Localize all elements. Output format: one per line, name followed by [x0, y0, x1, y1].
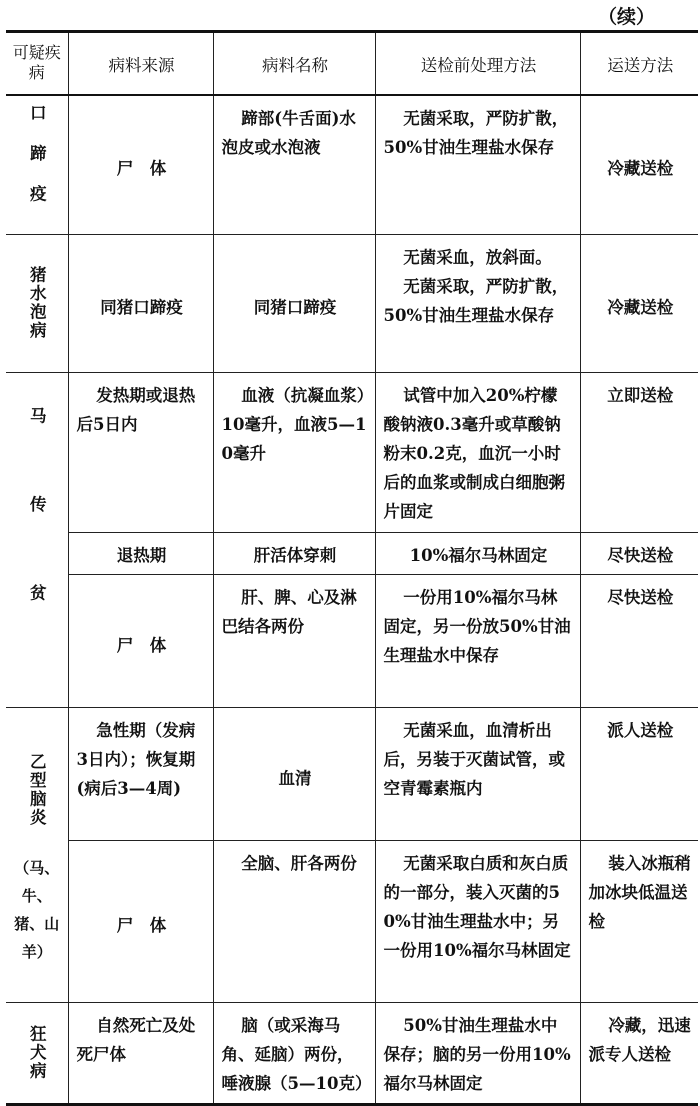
treatment-cell: 一份用10%福尔马林固定，另一份放50%甘油生理盐水中保存 [375, 575, 580, 708]
material-cell: 血清 [213, 708, 375, 841]
material-cell: 脑（或采海马角、延脑）两份，唾液腺（5—10克） [213, 1003, 375, 1105]
treatment-cell: 无菌采血，血清析出后，另装于灭菌试管，或空青霉素瓶内 [375, 708, 580, 841]
transport-cell: 立即送检 [580, 373, 698, 533]
treatment-cell: 试管中加入20%柠檬酸钠液0.3毫升或草酸钠粉末0.2克，血沉一小时后的血浆或制成白细胞粥片固定 [375, 373, 580, 533]
disease-name: 狂犬病 [27, 1024, 47, 1081]
header-row [6, 32, 698, 95]
source-cell: 退热期 [68, 533, 213, 575]
source-cell: 自然死亡及处死尸体 [68, 1003, 213, 1105]
header-disease: 可疑疾病 [6, 32, 68, 95]
table-row [6, 533, 698, 575]
treatment-line: 无菌采血，放斜面。 [403, 248, 552, 267]
transport-cell: 冷藏，迅速派专人送检 [580, 1003, 698, 1105]
disease-name: 猪水泡病 [27, 266, 47, 340]
header-material: 病料名称 [213, 32, 375, 95]
source-cell: 急性期（发病3日内）；恢复期(病后3—4周) [68, 708, 213, 841]
transport-cell: 装入冰瓶稍加冰块低温送检 [580, 841, 698, 1003]
table-row [6, 235, 698, 373]
material-cell: 肝活体穿刺 [213, 533, 375, 575]
treatment-cell: 无菌采取白质和灰白质的一部分，装入灭菌的50%甘油生理盐水中；另一份用10%福尔马林固定 [375, 841, 580, 1003]
transport-cell: 尽快送检 [580, 575, 698, 708]
treatment-line: 无菌采取，严防扩散，50%甘油生理盐水保存 [383, 277, 569, 325]
continued-label: （续） [598, 6, 656, 28]
material-cell: 全脑、肝各两份 [213, 841, 375, 1003]
source-cell: 尸 体 [68, 575, 213, 708]
table-row [6, 708, 698, 841]
specimen-table [6, 30, 698, 1106]
disease-name: 口蹄疫 [27, 103, 47, 225]
table-row [6, 575, 698, 708]
header-treatment: 送检前处理方法 [375, 32, 580, 95]
treatment-cell: 10%福尔马林固定 [375, 533, 580, 575]
host-species: （马、牛、猪、山羊） [14, 858, 60, 961]
transport-cell: 冷藏送检 [580, 95, 698, 235]
material-cell: 血液（抗凝血浆）10毫升，血液5—10毫升 [213, 373, 375, 533]
transport-cell: 冷藏送检 [580, 235, 698, 373]
transport-cell: 派人送检 [580, 708, 698, 841]
transport-cell: 尽快送检 [580, 533, 698, 575]
source-cell: 尸 体 [68, 841, 213, 1003]
disease-name: 马传贫 [27, 406, 47, 673]
table-row [6, 95, 698, 235]
table-row [6, 1003, 698, 1105]
table-row [6, 841, 698, 1003]
header-source: 病料来源 [68, 32, 213, 95]
source-cell: 同猪口蹄疫 [68, 235, 213, 373]
material-cell: 肝、脾、心及淋巴结各两份 [213, 575, 375, 708]
treatment-cell: 无菌采取，严防扩散，50%甘油生理盐水保存 [375, 95, 580, 235]
treatment-cell: 50%甘油生理盐水中保存；脑的另一份用10%福尔马林固定 [375, 1003, 580, 1105]
material-cell: 蹄部(牛舌面)水泡皮或水泡液 [213, 95, 375, 235]
material-cell: 同猪口蹄疫 [213, 235, 375, 373]
disease-name: 乙型脑炎 [27, 752, 47, 827]
treatment-cell [375, 235, 580, 373]
source-cell: 发热期或退热后5日内 [68, 373, 213, 533]
source-cell: 尸 体 [68, 95, 213, 235]
table-row [6, 373, 698, 533]
header-transport: 运送方法 [580, 32, 698, 95]
